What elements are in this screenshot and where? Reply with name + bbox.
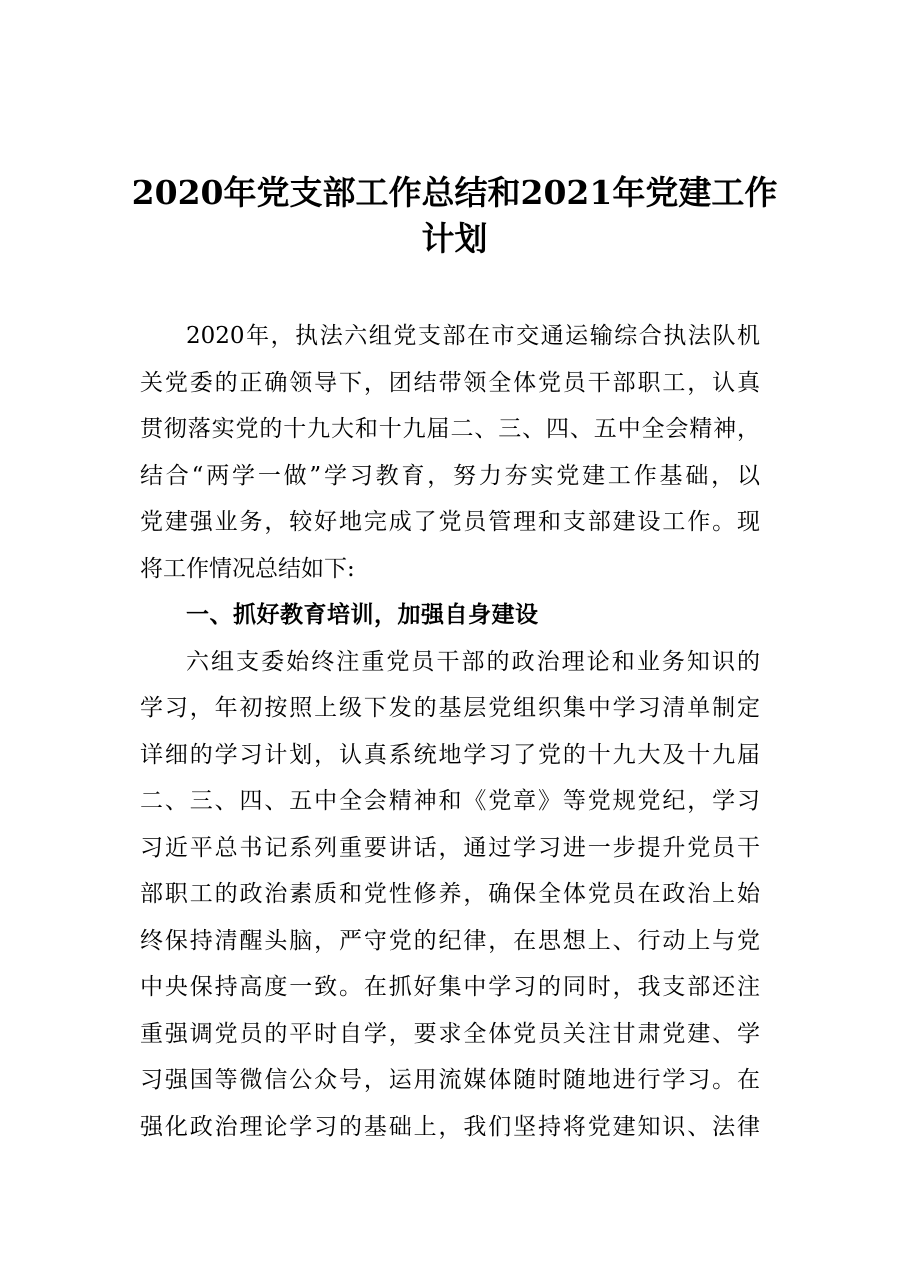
- document-title: [120, 170, 789, 262]
- section1-line-2: 学习，年初按照上级下发的基层党组织集中学习清单制定: [140, 695, 760, 721]
- title-line-2: 计划: [421, 219, 488, 258]
- section1-line-8: 中央保持高度一致。在抓好集中学习的同时，我支部还注: [140, 974, 760, 1000]
- intro-line-1: 2020年，执法六组党支部在市交通运输综合执法队机: [186, 323, 760, 349]
- title-line-1: 2020年党支部工作总结和2021年党建工作: [131, 173, 778, 212]
- section1-line-4: 二、三、四、五中全会精神和《党章》等党规党纪，学习: [140, 788, 760, 814]
- intro-line-4: 结合“两学一做”学习教育，努力夯实党建工作基础，以: [140, 462, 760, 489]
- section1-line-3: 详细的学习计划，认真系统地学习了党的十九大及十九届: [140, 741, 760, 768]
- section1-line-1: 六组支委始终注重党员干部的政治理论和业务知识的: [186, 648, 760, 675]
- section1-line-5: 习近平总书记系列重要讲话，通过学习进一步提升党员干: [140, 834, 760, 861]
- intro-line-5: 党建强业务，较好地完成了党员管理和支部建设工作。现: [140, 509, 760, 535]
- section1-line-9: 重强调党员的平时自学，要求全体党员关注甘肃党建、学: [140, 1020, 760, 1047]
- intro-line-3: 贯彻落实党的十九大和十九届二、三、四、五中全会精神，: [140, 416, 760, 442]
- section1-line-6: 部职工的政治素质和党性修养，确保全体党员在政治上始: [140, 881, 760, 907]
- section1-line-7: 终保持清醒头脑，严守党的纪律，在思想上、行动上与党: [140, 927, 760, 954]
- section1-line-11: 强化政治理论学习的基础上，我们坚持将党建知识、法律: [140, 1113, 760, 1140]
- document-body: [140, 313, 760, 1150]
- section-heading: 一、抓好教育培训，加强自身建设: [186, 602, 539, 628]
- section1-line-10: 习强国等微信公众号，运用流媒体随时随地进行学习。在: [140, 1067, 760, 1093]
- intro-line-6: 将工作情况总结如下:: [140, 555, 355, 582]
- intro-line-2: 关党委的正确领导下，团结带领全体党员干部职工，认真: [140, 369, 760, 396]
